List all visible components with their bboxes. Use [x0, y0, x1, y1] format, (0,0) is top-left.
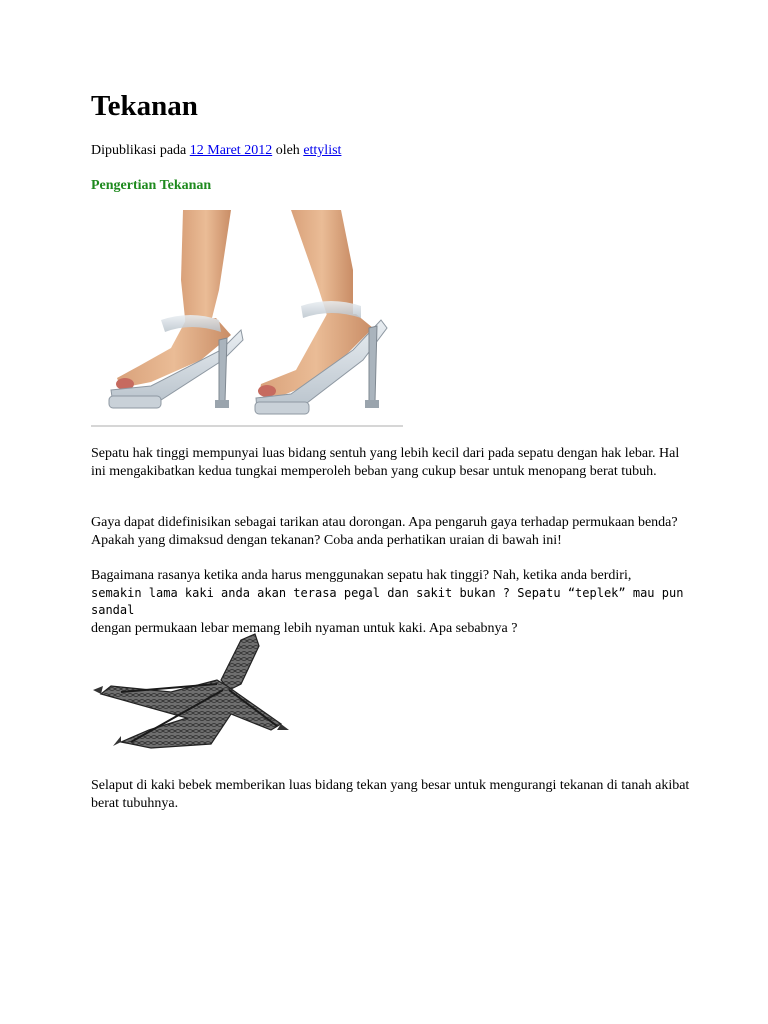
paragraph-4: Selaput di kaki bebek memberikan luas bidang tekan yang besar untuk mengurangi tekanan di tanah akibat berat tubuhnya. — [91, 778, 690, 811]
high-heel-shoes-image — [91, 210, 403, 430]
duck-foot-image — [91, 632, 291, 756]
paragraph-3-line-3: dengan permukaan lebar memang lebih nyaman untuk kaki. Apa sebabnya ? — [91, 620, 518, 636]
author-link[interactable]: ettylist — [303, 143, 342, 158]
paragraph-1: Sepatu hak tinggi mempunyai luas bidang sentuh yang lebih kecil dari pada sepatu dengan hak lebar. Hal ini mengakibatkan kedua tungkai memperoleh beban yang cukup besar untuk menopang berat tubuh. — [91, 446, 680, 479]
section-heading: Pengertian Tekanan — [91, 178, 212, 193]
date-link[interactable]: 12 Maret 2012 — [189, 143, 273, 158]
paragraph-3-line-2: semakin lama kaki anda akan terasa pegal dan sakit bukan ? Sepatu “teplek” mau pun sandal — [91, 585, 684, 617]
paragraph-3-line-1: Bagaimana rasanya ketika anda harus menggunakan sepatu hak tinggi? Nah, ketika anda berdiri, — [91, 568, 632, 583]
post-meta — [91, 141, 341, 161]
paragraph-3 — [91, 567, 691, 637]
paragraph-2: Gaya dapat didefinisikan sebagai tarikan atau dorongan. Apa pengaruh gaya terhadap permukaan benda? Apakah yang dimaksud dengan tekanan? Coba anda perhatikan uraian di bawah ini! — [91, 515, 678, 548]
meta-by: oleh — [272, 143, 304, 158]
page-title: Tekanan — [91, 90, 198, 122]
meta-prefix: Dipublikasi pada — [91, 143, 190, 158]
